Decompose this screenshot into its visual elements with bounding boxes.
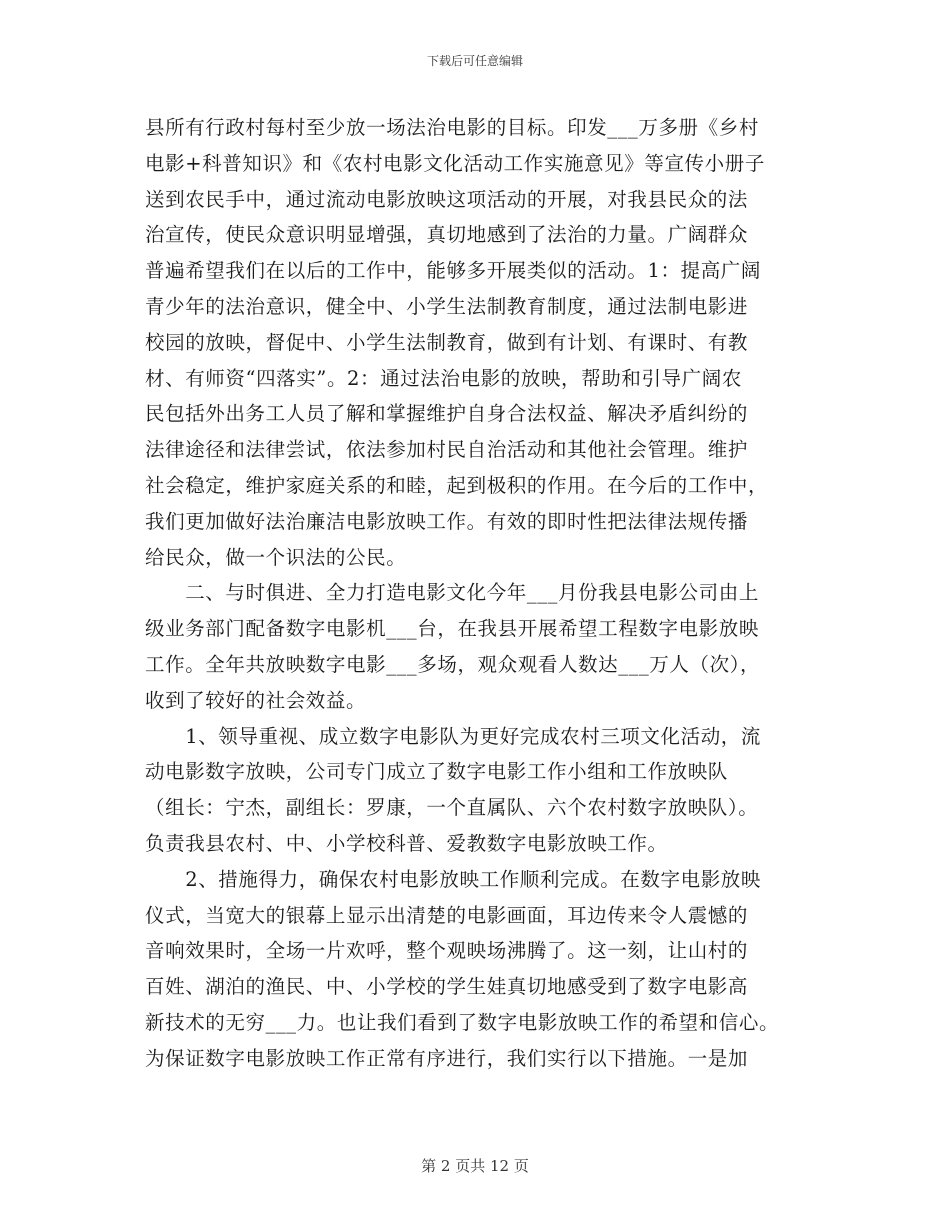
text-line: 民包括外出务工人员了解和掌握维护自身合法权益、解决矛盾纠纷的 (145, 402, 749, 426)
text-line: 社会稳定，维护家庭关系的和睦，起到极积的作用。在今后的工作中， (145, 473, 769, 497)
page-footer: 第 2 页共 12 页 (421, 1157, 529, 1175)
text-line: 校园的放映，督促中、小学生法制教育，做到有计划、有课时、有教 (145, 330, 749, 354)
text-line: 治宣传，使民众意识明显增强，真切地感到了法治的力量。广阔群众 (145, 223, 749, 247)
text-line: 级业务部门配备数字电影机___台，在我县开展希望工程数字电影放映 (145, 617, 759, 641)
text-line: 2、措施得力，确保农村电影放映工作顺利完成。在数字电影放映 (145, 867, 762, 891)
text-line: 收到了较好的社会效益。 (145, 688, 367, 712)
text-line: 新技术的无穷___力。也让我们看到了数字电影放映工作的希望和信心。 (145, 1010, 780, 1034)
text-line: 仪式，当宽大的银幕上显示出清楚的电影画面，耳边传来令人震憾的 (145, 903, 749, 927)
text-line: 我们更加做好法治廉洁电影放映工作。有效的即时性把法律法规传播 (145, 509, 749, 533)
document-body (145, 110, 805, 1077)
text-line: 负责我县农村、中、小学校科普、爱教数字电影放映工作。 (145, 831, 668, 855)
text-line: 工作。全年共放映数字电影___多场，观众观看人数达___万人（次）， (145, 652, 761, 676)
text-line: 1、领导重视、成立数字电影队为更好完成农村三项文化活动，流 (145, 724, 762, 748)
text-line: （组长：宁杰，副组长：罗康，一个直属队、六个农村数字放映队）。 (145, 796, 759, 820)
text-line: 县所有行政村每村至少放一场法治电影的目标。印发___万多册《乡村 (145, 116, 759, 139)
text-line: 送到农民手中，通过流动电影放映这项活动的开展，对我县民众的法 (145, 187, 749, 211)
text-line: 青少年的法治意识，健全中、小学生法制教育制度，通过法制电影进 (145, 294, 749, 318)
text-line: 材、有师资“四落实”。2：通过法治电影的放映，帮助和引导广阔农 (145, 366, 742, 390)
text-line: 百姓、湖泊的渔民、中、小学校的学生娃真切地感受到了数字电影高 (145, 975, 749, 999)
text-line: 二、与时俱进、全力打造电影文化今年___月份我县电影公司由上 (145, 581, 759, 605)
text-line: 法律途径和法律尝试，依法参加村民自治活动和其他社会管理。维护 (145, 438, 749, 462)
text-line: 为保证数字电影放映工作正常有序进行，我们实行以下措施。一是加 (145, 1046, 749, 1070)
text-line: 普遍希望我们在以后的工作中，能够多开展类似的活动。1：提高广阔 (145, 259, 762, 283)
text-line: 动电影数字放映，公司专门成立了数字电影工作小组和工作放映队 (145, 760, 728, 784)
text-line: 电影+科普知识》和《农村电影文化活动工作实施意见》等宣传小册子 (145, 151, 765, 175)
page-header: 下载后可任意编辑 (426, 54, 523, 68)
text-line: 音响效果时，全场一片欢呼，整个观映场沸腾了。这一刻，让山村的 (145, 939, 749, 963)
text-line: 给民众，做一个识法的公民。 (145, 545, 407, 569)
